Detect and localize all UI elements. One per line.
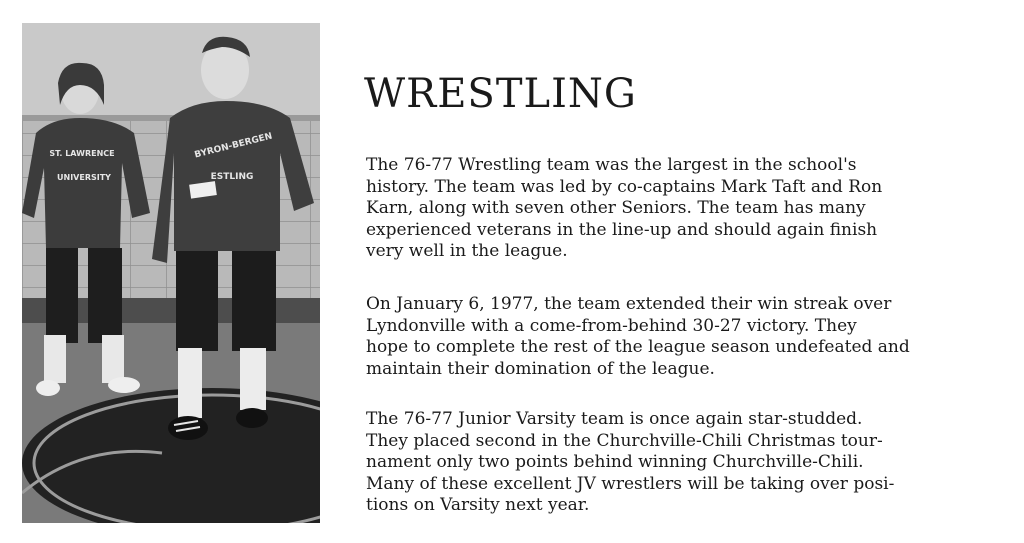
text-line: Lyndonville with a come-from-behind 30-27 victory. They — [366, 315, 857, 336]
text-line: maintain their domination of the league. — [366, 358, 715, 379]
text-line: They placed second in the Churchville-Chili Christmas tour- — [366, 430, 883, 451]
right-shirt-text-2: ESTLING — [210, 172, 254, 182]
text-line: nament only two points behind winning Churchville-Chili. — [366, 452, 864, 472]
text-line: The 76-77 Junior Varsity team is once again star-studded. — [366, 409, 863, 429]
left-shirt-text: ST. LAWRENCE — [49, 149, 115, 158]
text-line: tions on Varsity next year. — [366, 495, 590, 515]
text-line: The 76-77 Wrestling team was the largest in the school's — [366, 155, 857, 175]
win-streak-paragraph — [366, 294, 1016, 380]
text-line: On January 6, 1977, the team extended their win streak over — [366, 294, 892, 314]
text-line: history. The team was led by co-captains Mark Taft and Ron — [366, 176, 883, 197]
team-photo — [22, 23, 320, 523]
right-shirt-text: BYRON-BERGEN — [193, 131, 274, 161]
text-line: Karn, along with seven other Seniors. The team has many — [366, 198, 866, 218]
text-line: Many of these excellent JV wrestlers will be taking over posi- — [366, 473, 895, 494]
page-title: WRESTLING — [364, 71, 637, 117]
text-line: very well in the league. — [366, 241, 568, 261]
text-line: hope to complete the rest of the league season undefeated and — [366, 337, 910, 357]
left-shirt-text-2: UNIVERSITY — [57, 173, 111, 182]
text-line: experienced veterans in the line-up and should again finish — [366, 219, 878, 240]
junior-varsity-paragraph — [366, 409, 1016, 517]
season-summary-paragraph — [366, 155, 1016, 263]
